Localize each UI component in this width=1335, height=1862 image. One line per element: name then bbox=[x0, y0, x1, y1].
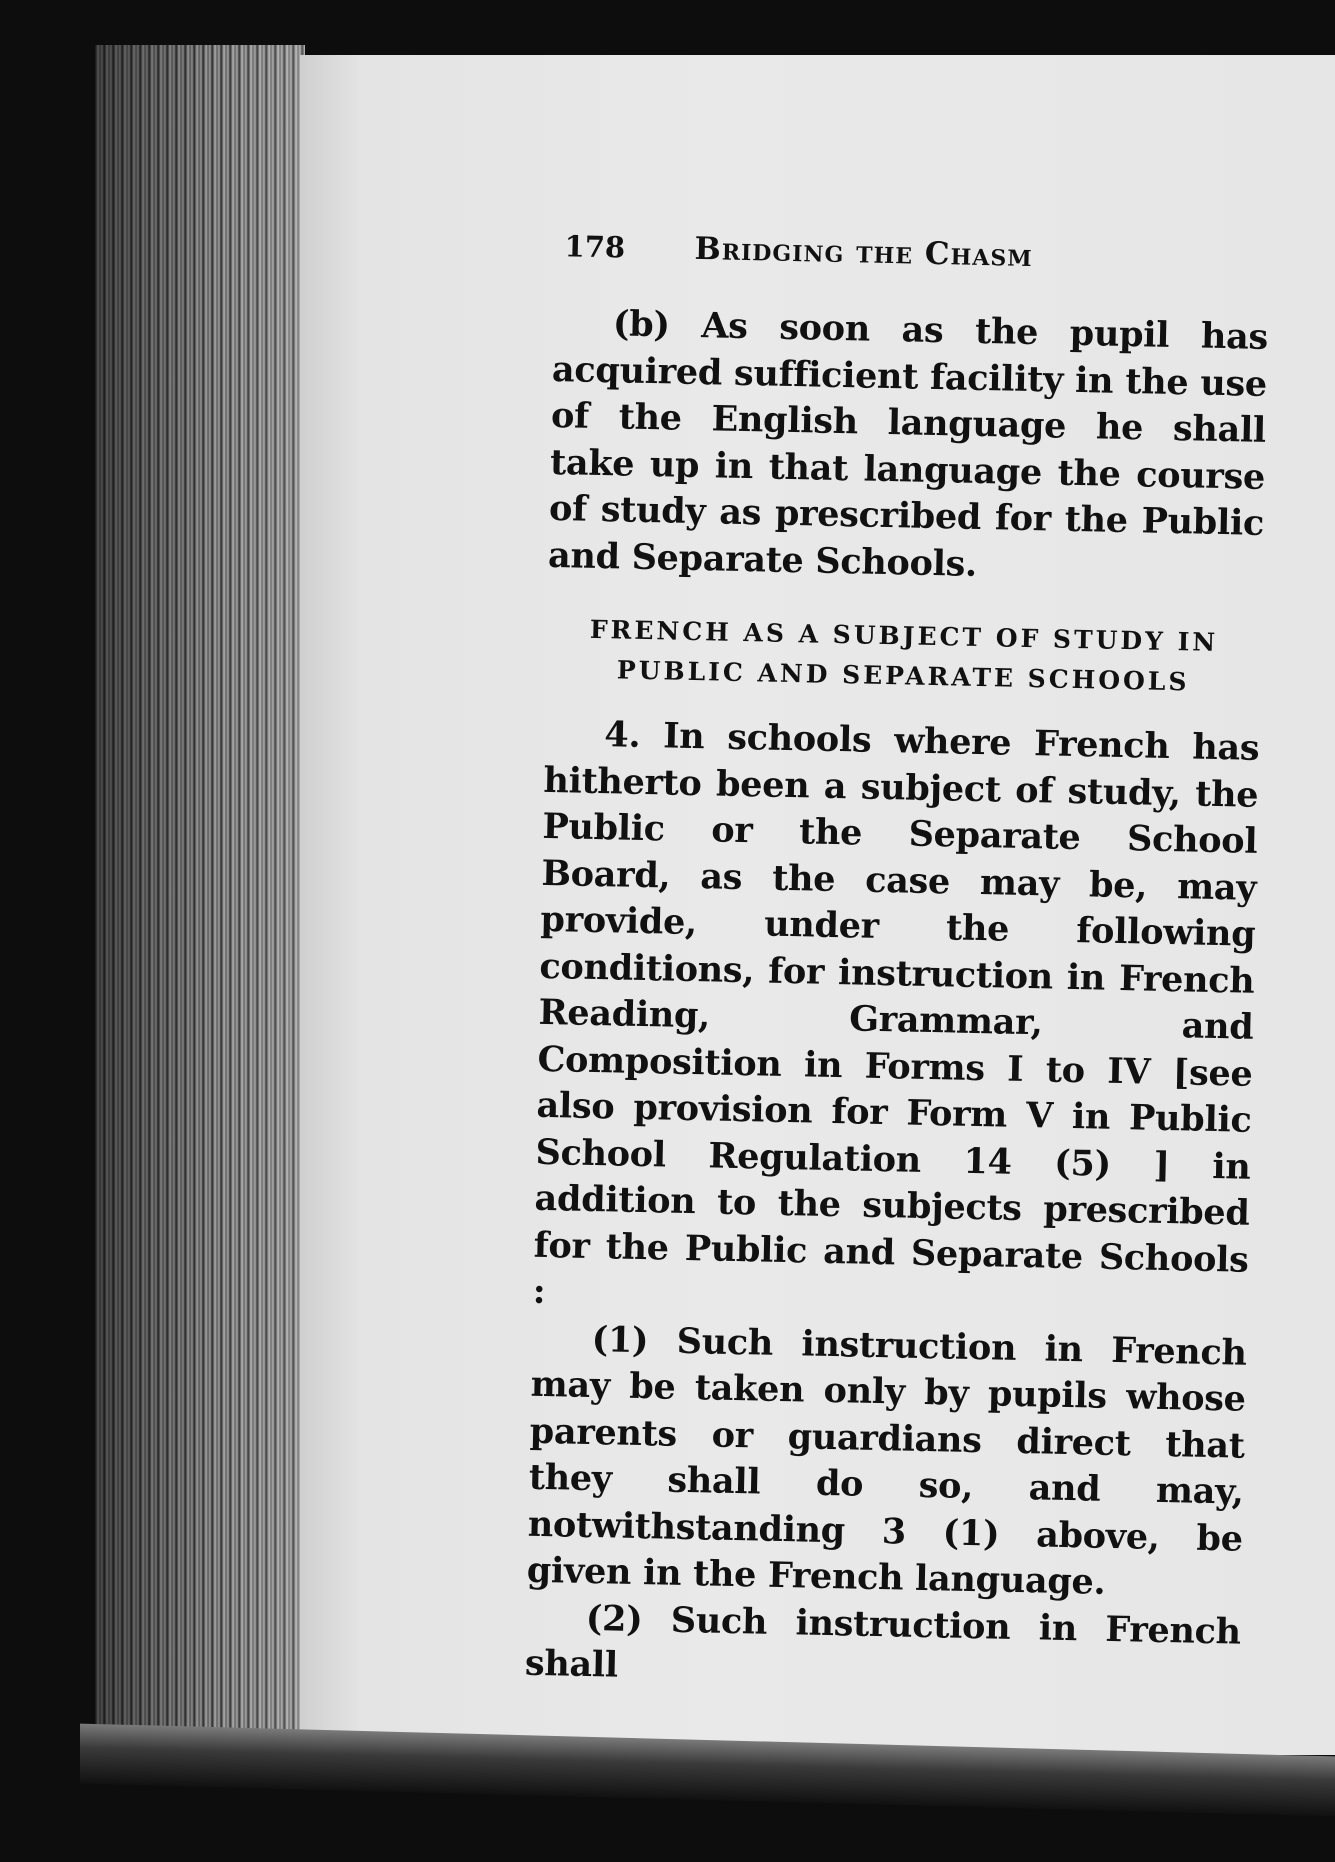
paragraph-b: (b) As soon as the pupil has acquired sufficient facility in the use of the English language he shall take up in that language the course of study as prescribed for the Public and Separate Schools. bbox=[547, 303, 1269, 585]
page-number: 178 bbox=[564, 229, 626, 265]
running-head-title: Bridging the Chasm bbox=[694, 230, 1034, 275]
paragraph-2: (2) Such instruction in French shall bbox=[524, 1597, 1242, 1686]
paragraph-4: 4. In schools where French has hitherto been a subject of study, the Public or the Separate School Board, as the case may be, may provide, under the following conditions, for instruction in French Reading, Grammar, and Composition in Forms I to IV [see also provision for Form V in Public School Regulation 14 (5) ] in addition to the subjects prescribed for the Public and Separate Schools : bbox=[532, 714, 1260, 1313]
page-text-block bbox=[524, 228, 1269, 1702]
paragraph-1: (1) Such instruction in French may be taken only by pupils whose parents or guardians direct that they shall do so, and may, notwithstanding 3 (1) above, be given in the French language. bbox=[526, 1318, 1248, 1603]
section-heading-line-1: FRENCH AS A SUBJECT OF STUDY IN bbox=[589, 614, 1219, 657]
page-edges-shade bbox=[95, 45, 305, 1765]
section-heading-line-2: PUBLIC AND SEPARATE SCHOOLS bbox=[616, 655, 1190, 697]
section-heading bbox=[545, 609, 1262, 704]
